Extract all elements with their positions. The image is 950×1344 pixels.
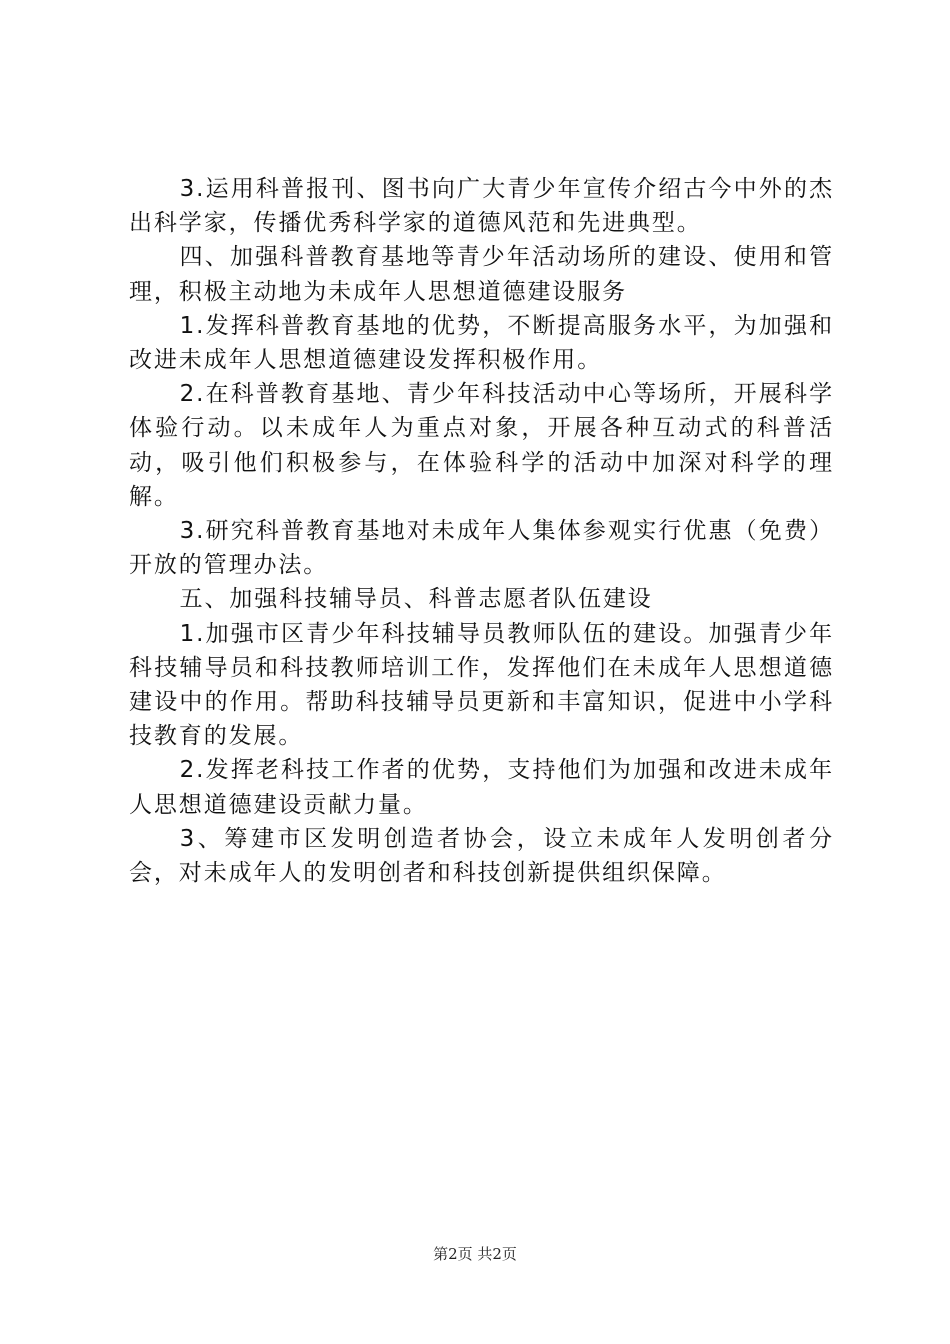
paragraph-item-3-inventors-association: 3、筹建市区发明创造者协会，设立未成年人发明创者分会，对未成年人的发明创者和科技创新提供组织保障。 (129, 825, 834, 887)
paragraph-item-2-science-experience: 2.在科普教育基地、青少年科技活动中心等场所，开展科学体验行动。以未成年人为重点对象，开展各种互动式的科普活动，吸引他们积极参与，在体验科学的活动中加深对科学的理解。 (129, 381, 834, 510)
paragraph-item-3-free-visits: 3.研究科普教育基地对未成年人集体参观实行优惠（免费）开放的管理办法。 (129, 518, 834, 579)
paragraph-item-2-senior-workers: 2.发挥老科技工作者的优势，支持他们为加强和改进未成年人思想道德建设贡献力量。 (129, 757, 834, 818)
document-body (129, 172, 834, 890)
paragraph-item-1-base-advantages: 1.发挥科普教育基地的优势，不断提高服务水平，为加强和改进未成年人思想道德建设发挥积极作用。 (129, 312, 834, 374)
paragraph-item-1-instructor-team: 1.加强市区青少年科技辅导员教师队伍的建设。加强青少年科技辅导员和科技教师培训工作，发挥他们在未成年人思想道德建设中的作用。帮助科技辅导员更新和丰富知识，促进中小学科技教育的发展。 (129, 620, 834, 750)
page-number-footer: 第2页 共2页 (433, 1245, 517, 1263)
section-heading-5: 五、加强科技辅导员、科普志愿者队伍建设 (179, 586, 653, 613)
paragraph-item-3-popular-science-press: 3.运用科普报刊、图书向广大青少年宣传介绍古今中外的杰出科学家，传播优秀科学家的道德风范和先进典型。 (129, 176, 834, 237)
section-heading-4: 四、加强科普教育基地等青少年活动场所的建设、使用和管理，积极主动地为未成年人思想道德建设服务 (129, 244, 834, 305)
